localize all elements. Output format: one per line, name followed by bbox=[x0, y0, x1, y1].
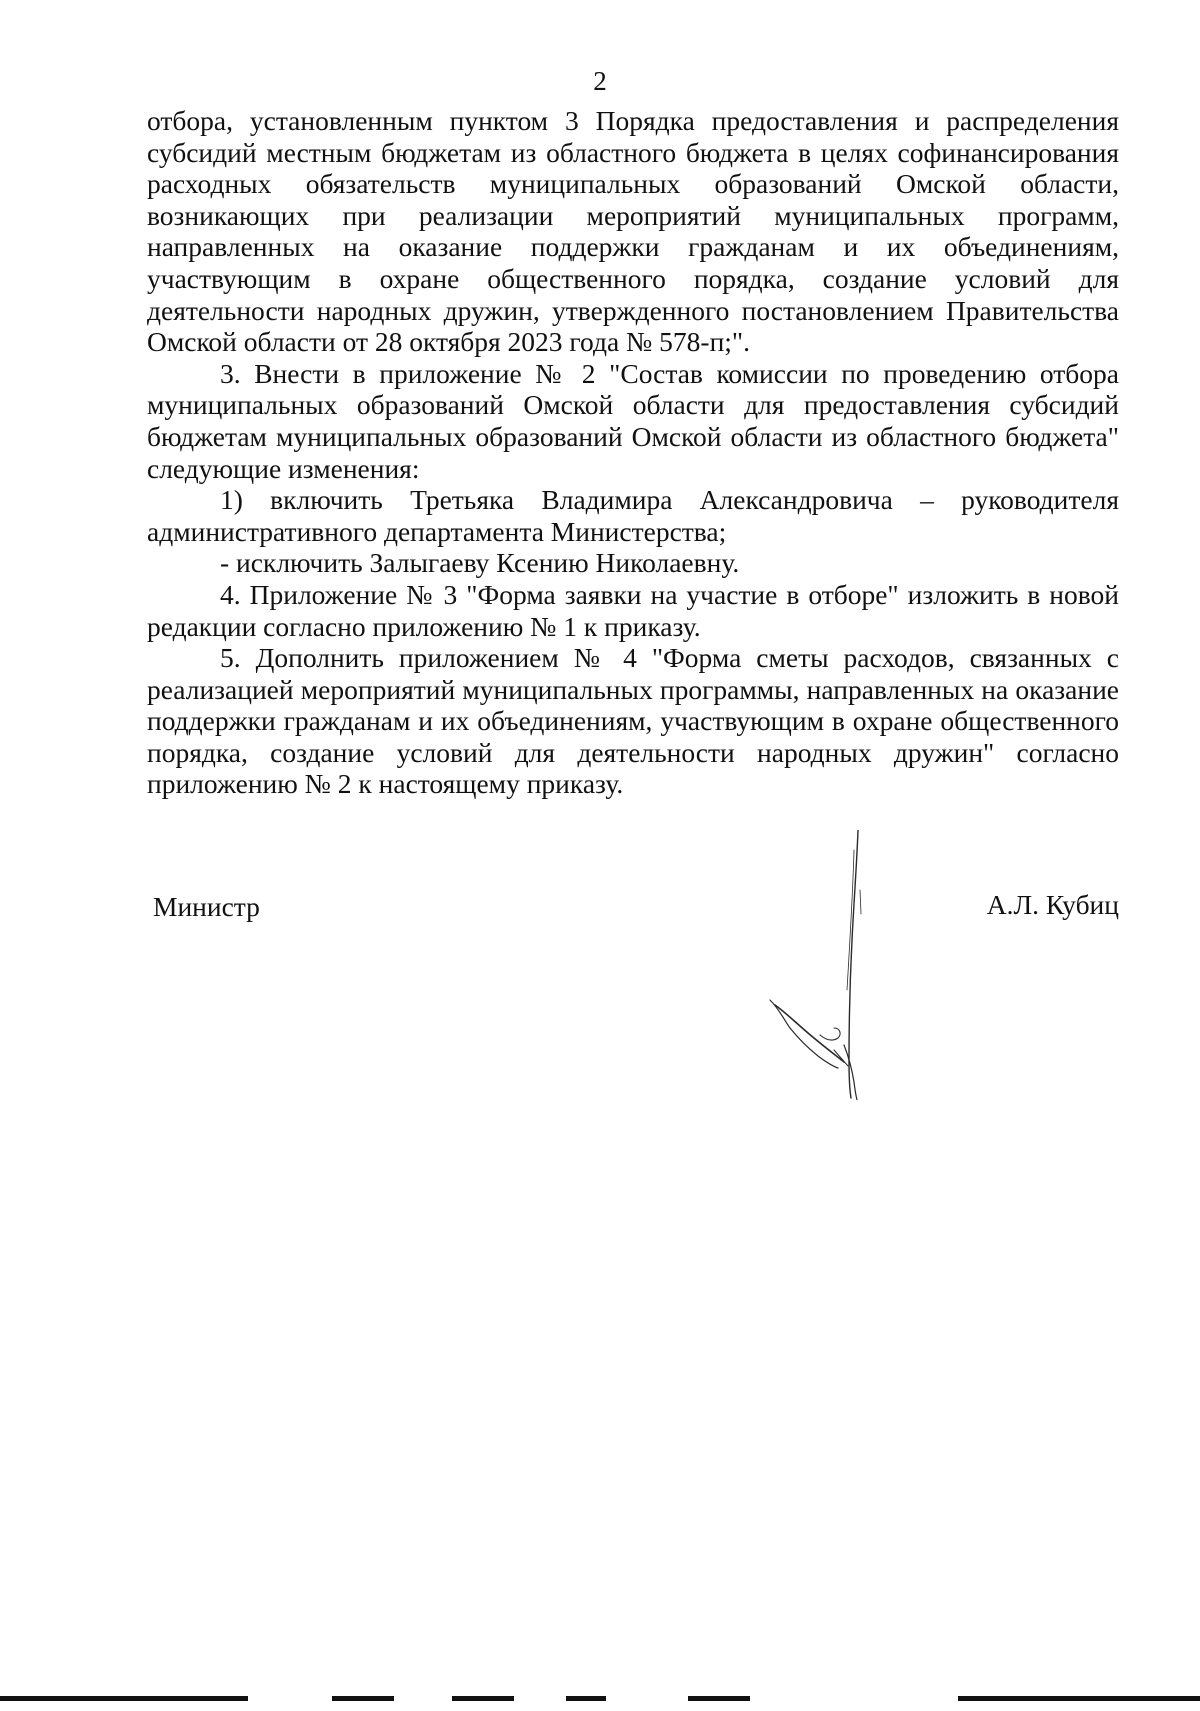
paragraph-item-5: 5. Дополнить приложением № 4 "Форма сметы расходов, связанных с реализацией мероприятий муниципальных программы, направленных на оказание поддержки гражданам и их объединениям, участвующим в охране общественного порядка, создание условий для деятельности народных дружин" согласно приложению № 2 к настоящему приказу. bbox=[147, 642, 1119, 800]
signatory-title: Министр bbox=[153, 891, 260, 922]
handwritten-signature bbox=[760, 830, 880, 1100]
document-body bbox=[147, 105, 1119, 800]
paragraph-item-3: 3. Внести в приложение № 2 "Состав комиссии по проведению отбора муниципальных образований Омской области для предоставления субсидий бюджетам муниципальных образований Омской области из областного бюджета" следующие изменения: bbox=[147, 357, 1119, 484]
paragraph-subitem-1: 1) включить Третьяка Владимира Александровича – руководителя административного департамента Министерства; bbox=[147, 484, 1119, 547]
paragraph-item-4: 4. Приложение № 3 "Форма заявки на участие в отборе" изложить в новой редакции согласно приложению № 1 к приказу. bbox=[147, 578, 1119, 642]
scan-edge-marks bbox=[0, 1694, 1200, 1704]
paragraph-1: отбора, установленным пунктом 3 Порядка предоставления и распределения субсидий местным бюджетам из областного бюджета в целях софинансирования расходных обязательств муниципальных образований Омской области, возникающих при реализации мероприятий муниципальных программ, направленных на оказание поддержки гражданам и их объединениям, участвующим в охране общественного порядка, создание условий для деятельности народных дружин, утвержденного постановлением Правительства Омской области от 28 октября 2023 года № 578-п;". bbox=[147, 105, 1119, 358]
signatory-name: А.Л. Кубиц bbox=[986, 889, 1119, 920]
paragraph-subitem-exclude: - исключить Залыгаеву Ксению Николаевну. bbox=[220, 547, 740, 579]
page-number: 2 bbox=[593, 66, 607, 96]
